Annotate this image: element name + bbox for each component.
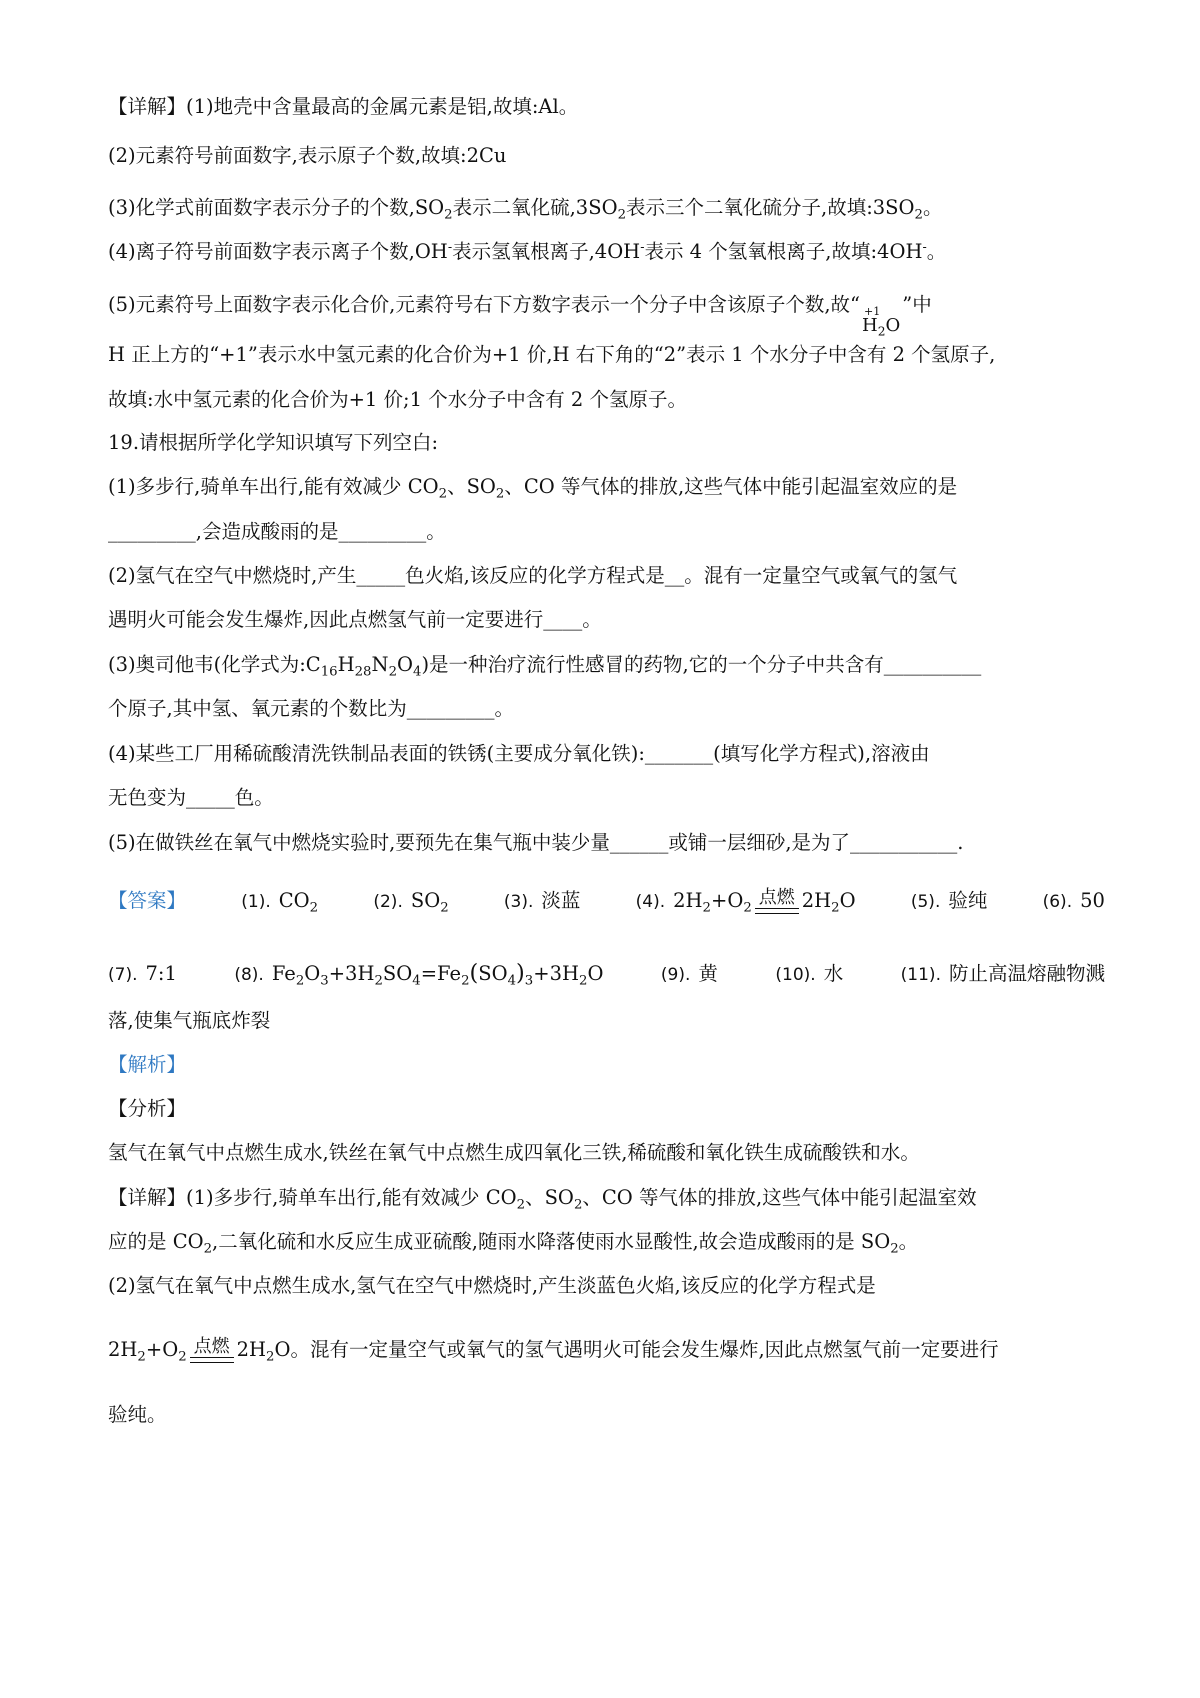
analysis-detail-5: 验纯。 (108, 1403, 167, 1426)
analysis-detail-1: 【详解】(1)多步行,骑单车出行,能有效减少 $CO_2$、$SO_2$、CO 等气体的排放,这些气体中能引起温室效 (108, 1186, 977, 1213)
question-part-3-cont: 个原子,其中氢、氧元素的个数比为_________。 (108, 697, 514, 720)
valence-formula: +1 $H_2O$ (862, 305, 901, 339)
analysis-detail-3: (2)氢气在氧气中点燃生成水,氢气在空气中燃烧时,产生淡蓝色火焰,该反应的化学方程式是 (108, 1274, 876, 1297)
question-part-5: (5)在做铁丝在氧气中燃烧实验时,要预先在集气瓶中装少量______或铺一层细砂,是为了___________. (108, 831, 964, 854)
detail-line-4: (4)离子符号前面数字表示离子个数,OH-表示氢氧根离子,4OH-表示 4 个氢氧根离子,故填:4OH-。 (108, 239, 947, 263)
question-part-1: (1)多步行,骑单车出行,能有效减少 $CO_2$、$SO_2$、CO 等气体的排放,这些气体中能引起温室效应的是 (108, 475, 958, 502)
analysis-tag: 【解析】 (108, 1053, 187, 1076)
detail-line-7: 故填:水中氢元素的化合价为+1 价;1 个水分子中含有 2 个氢原子。 (108, 388, 687, 411)
detail-line-3: (3)化学式前面数字表示分子的个数$,SO_2$表示二氧化硫$,3SO_2$表示三个二氧化硫分子,故填$:3SO_2$。 (108, 196, 943, 223)
question-part-4: (4)某些工厂用稀硫酸清洗铁制品表面的铁锈(主要成分氧化铁):_______(填写化学方程式),溶液由 (108, 742, 930, 765)
question-part-1-cont: _________,会造成酸雨的是_________。 (108, 520, 446, 543)
question-part-4-cont: 无色变为_____色。 (108, 786, 274, 809)
answer-item-7: (7). 7:1 (108, 962, 177, 985)
answer-wrap-line: 落,使集气瓶底炸裂 (108, 1009, 271, 1032)
analysis-summary: 氢气在氧气中点燃生成水,铁丝在氧气中点燃生成四氧化三铁,稀硫酸和氧化铁生成硫酸铁和水。 (108, 1141, 920, 1164)
answer-item-6: (6). 50 (1042, 889, 1105, 912)
answer-item-11: (11). 防止高温熔融物溅 (900, 962, 1105, 985)
detail-line-1: 【详解】(1)地壳中含量最高的金属元素是铝,故填:Al。 (108, 95, 579, 118)
question-part-2: (2)氢气在空气中燃烧时,产生_____色火焰,该反应的化学方程式是__。混有一定量空气或氧气的氢气 (108, 564, 958, 587)
reaction-condition-arrow-2: 点燃 (190, 1337, 234, 1363)
answer-item-5: (5). 验纯 (910, 889, 988, 912)
answer-row-2 (108, 958, 1105, 990)
answer-item-1: (1). $CO_2$ (241, 889, 319, 916)
hydrogen-combustion-equation: $2H_2+O_2$ 点燃 $2H_2O$ (108, 1336, 291, 1365)
question-part-2-cont: 遇明火可能会发生爆炸,因此点燃氢气前一定要进行____。 (108, 608, 602, 631)
answer-item-2: (2). $SO_2$ (373, 889, 449, 916)
analysis-detail-4: $2H_2+O_2$ 点燃 $2H_2O$。混有一定量空气或氧气的氢气遇明火可能会发生爆炸,因此点燃氢气前一定要进行 (108, 1336, 999, 1365)
answer-item-10: (10). 水 (775, 962, 844, 985)
answer-tag: 【答案】 (108, 889, 187, 912)
answer-item-8: (8). $Fe_2O_3+3H_2SO_4=Fe_2(SO_4)_3+3H_2O$ (234, 960, 604, 989)
analysis-detail-2: 应的是 $CO_2$,二氧化硫和水反应生成亚硫酸,随雨水降落使雨水显酸性,故会造成酸雨的是 $SO_2$。 (108, 1230, 919, 1257)
detail-line-2: (2)元素符号前面数字,表示原子个数,故填:2Cu (108, 144, 507, 167)
detail-line-5: (5)元素符号上面数字表示化合价,元素符号右下方数字表示一个分子中含该原子个数,故“ +1 $H_2O$ ”中 (108, 293, 932, 339)
analysis-fenxi: 【分析】 (108, 1097, 187, 1120)
detail-line-6: H 正上方的“+1”表示水中氢元素的化合价为+1 价,H 右下角的“2”表示 1 个水分子中含有 2 个氢原子, (108, 343, 996, 366)
question-19-title: 19.请根据所学化学知识填写下列空白: (108, 431, 439, 454)
answer-item-3: (3). 淡蓝 (503, 889, 581, 912)
reaction-condition-arrow: 点燃 (755, 888, 799, 914)
answer-item-4: (4). $2H_2+O_2$ 点燃 $2H_2O$ (635, 887, 856, 916)
answer-item-9: (9). 黄 (660, 962, 718, 985)
answer-row-1 (108, 886, 1105, 917)
question-part-3: (3)奥司他韦(化学式为$:C_{16}H_{28}N_2O_4$)是一种治疗流行性感冒的药物,它的一个分子中共含有__________ (108, 653, 982, 680)
